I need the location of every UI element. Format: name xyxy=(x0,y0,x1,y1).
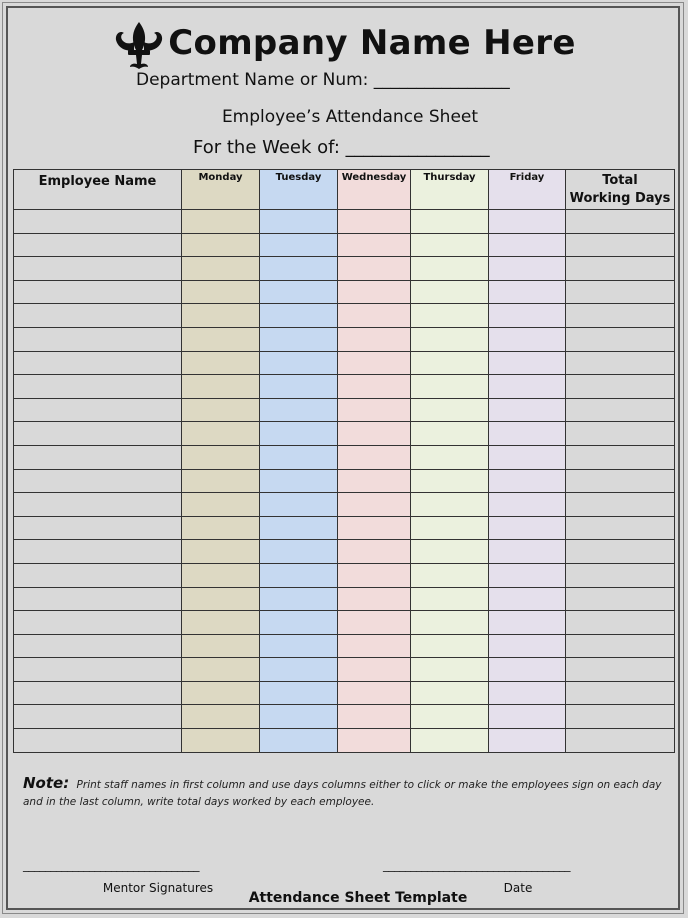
cell-wednesday[interactable] xyxy=(338,327,411,351)
cell-thursday[interactable] xyxy=(411,233,489,257)
table-row xyxy=(14,540,675,564)
table-row xyxy=(14,210,675,234)
cell-employee-name[interactable] xyxy=(14,398,182,422)
cell-wednesday[interactable] xyxy=(338,375,411,399)
cell-tuesday[interactable] xyxy=(260,210,338,234)
attendance-table xyxy=(13,169,675,753)
cell-thursday[interactable] xyxy=(411,634,489,658)
cell-total-days[interactable] xyxy=(566,493,675,517)
cell-employee-name[interactable] xyxy=(14,304,182,328)
mentor-signature-label: Mentor Signatures xyxy=(102,881,214,895)
cell-monday[interactable] xyxy=(182,634,260,658)
column-header-wednesday: Wednesday xyxy=(338,170,411,210)
table-row xyxy=(14,445,675,469)
cell-employee-name[interactable] xyxy=(14,705,182,729)
cell-tuesday[interactable] xyxy=(260,469,338,493)
cell-monday[interactable] xyxy=(182,516,260,540)
cell-friday[interactable] xyxy=(489,210,566,234)
cell-total-days[interactable] xyxy=(566,375,675,399)
cell-monday[interactable] xyxy=(182,493,260,517)
cell-employee-name[interactable] xyxy=(14,257,182,281)
cell-tuesday[interactable] xyxy=(260,563,338,587)
cell-monday[interactable] xyxy=(182,681,260,705)
cell-friday[interactable] xyxy=(489,445,566,469)
table-row xyxy=(14,563,675,587)
cell-thursday[interactable] xyxy=(411,351,489,375)
cell-wednesday[interactable] xyxy=(338,280,411,304)
sheet-title: Employee’s Attendance Sheet xyxy=(221,107,479,127)
cell-monday[interactable] xyxy=(182,210,260,234)
cell-thursday[interactable] xyxy=(411,563,489,587)
table-row xyxy=(14,351,675,375)
cell-total-days[interactable] xyxy=(566,587,675,611)
cell-friday[interactable] xyxy=(489,469,566,493)
cell-thursday[interactable] xyxy=(411,375,489,399)
cell-wednesday[interactable] xyxy=(338,705,411,729)
cell-friday[interactable] xyxy=(489,280,566,304)
cell-friday[interactable] xyxy=(489,327,566,351)
cell-wednesday[interactable] xyxy=(338,493,411,517)
table-row xyxy=(14,398,675,422)
cell-employee-name[interactable] xyxy=(14,658,182,682)
header-row xyxy=(14,170,675,210)
cell-employee-name[interactable] xyxy=(14,351,182,375)
cell-total-days[interactable] xyxy=(566,233,675,257)
cell-friday[interactable] xyxy=(489,375,566,399)
cell-friday[interactable] xyxy=(489,658,566,682)
cell-employee-name[interactable] xyxy=(14,729,182,753)
table-row xyxy=(14,327,675,351)
cell-wednesday[interactable] xyxy=(338,540,411,564)
note-label: Note: xyxy=(23,774,70,792)
cell-tuesday[interactable] xyxy=(260,327,338,351)
cell-employee-name[interactable] xyxy=(14,493,182,517)
department-field[interactable]: Department Name or Num: ________________ xyxy=(136,70,510,90)
cell-monday[interactable] xyxy=(182,563,260,587)
cell-wednesday[interactable] xyxy=(338,634,411,658)
company-name: Company Name Here xyxy=(168,23,576,63)
cell-monday[interactable] xyxy=(182,280,260,304)
cell-tuesday[interactable] xyxy=(260,658,338,682)
cell-total-days[interactable] xyxy=(566,351,675,375)
column-header-monday: Monday xyxy=(182,170,260,210)
attendance-table-body xyxy=(14,210,675,753)
cell-total-days[interactable] xyxy=(566,611,675,635)
cell-monday[interactable] xyxy=(182,257,260,281)
cell-employee-name[interactable] xyxy=(14,681,182,705)
cell-friday[interactable] xyxy=(489,634,566,658)
cell-monday[interactable] xyxy=(182,398,260,422)
total-header-line2: Working Days xyxy=(569,191,671,206)
cell-tuesday[interactable] xyxy=(260,445,338,469)
cell-total-days[interactable] xyxy=(566,516,675,540)
table-row xyxy=(14,304,675,328)
cell-total-days[interactable] xyxy=(566,540,675,564)
mentor-signature-line[interactable]: ________________________________ xyxy=(23,858,199,872)
cell-tuesday[interactable] xyxy=(260,516,338,540)
cell-wednesday[interactable] xyxy=(338,729,411,753)
column-header-total-working-days xyxy=(566,170,675,210)
cell-employee-name[interactable] xyxy=(14,422,182,446)
table-row xyxy=(14,658,675,682)
cell-friday[interactable] xyxy=(489,729,566,753)
cell-friday[interactable] xyxy=(489,611,566,635)
table-row xyxy=(14,587,675,611)
cell-friday[interactable] xyxy=(489,493,566,517)
cell-tuesday[interactable] xyxy=(260,705,338,729)
cell-wednesday[interactable] xyxy=(338,587,411,611)
cell-wednesday[interactable] xyxy=(338,469,411,493)
cell-wednesday[interactable] xyxy=(338,398,411,422)
cell-thursday[interactable] xyxy=(411,729,489,753)
cell-wednesday[interactable] xyxy=(338,445,411,469)
table-row xyxy=(14,280,675,304)
cell-tuesday[interactable] xyxy=(260,681,338,705)
cell-thursday[interactable] xyxy=(411,681,489,705)
cell-monday[interactable] xyxy=(182,611,260,635)
cell-tuesday[interactable] xyxy=(260,729,338,753)
cell-thursday[interactable] xyxy=(411,705,489,729)
cell-employee-name[interactable] xyxy=(14,327,182,351)
cell-tuesday[interactable] xyxy=(260,540,338,564)
cell-friday[interactable] xyxy=(489,681,566,705)
page-header xyxy=(0,16,688,66)
cell-friday[interactable] xyxy=(489,563,566,587)
column-header-tuesday: Tuesday xyxy=(260,170,338,210)
table-row xyxy=(14,681,675,705)
cell-total-days[interactable] xyxy=(566,257,675,281)
cell-wednesday[interactable] xyxy=(338,611,411,635)
cell-monday[interactable] xyxy=(182,304,260,328)
cell-wednesday[interactable] xyxy=(338,304,411,328)
cell-monday[interactable] xyxy=(182,375,260,399)
cell-friday[interactable] xyxy=(489,233,566,257)
total-header-line1: Total xyxy=(602,173,638,188)
cell-tuesday[interactable] xyxy=(260,280,338,304)
date-label: Date xyxy=(503,881,533,895)
cell-thursday[interactable] xyxy=(411,540,489,564)
cell-thursday[interactable] xyxy=(411,304,489,328)
note-section xyxy=(23,775,673,811)
cell-total-days[interactable] xyxy=(566,681,675,705)
week-field[interactable]: For the Week of: ________________ xyxy=(193,137,490,158)
cell-monday[interactable] xyxy=(182,445,260,469)
table-row xyxy=(14,422,675,446)
cell-monday[interactable] xyxy=(182,658,260,682)
cell-tuesday[interactable] xyxy=(260,304,338,328)
cell-employee-name[interactable] xyxy=(14,611,182,635)
cell-wednesday[interactable] xyxy=(338,658,411,682)
cell-tuesday[interactable] xyxy=(260,611,338,635)
cell-friday[interactable] xyxy=(489,398,566,422)
cell-total-days[interactable] xyxy=(566,658,675,682)
cell-employee-name[interactable] xyxy=(14,280,182,304)
table-row xyxy=(14,233,675,257)
cell-thursday[interactable] xyxy=(411,469,489,493)
cell-total-days[interactable] xyxy=(566,422,675,446)
cell-wednesday[interactable] xyxy=(338,516,411,540)
cell-monday[interactable] xyxy=(182,233,260,257)
cell-friday[interactable] xyxy=(489,705,566,729)
cell-employee-name[interactable] xyxy=(14,634,182,658)
cell-tuesday[interactable] xyxy=(260,587,338,611)
cell-total-days[interactable] xyxy=(566,563,675,587)
cell-employee-name[interactable] xyxy=(14,540,182,564)
cell-wednesday[interactable] xyxy=(338,257,411,281)
cell-thursday[interactable] xyxy=(411,327,489,351)
column-header-employee-name: Employee Name xyxy=(14,170,182,210)
table-row xyxy=(14,611,675,635)
cell-thursday[interactable] xyxy=(411,587,489,611)
cell-employee-name[interactable] xyxy=(14,516,182,540)
cell-wednesday[interactable] xyxy=(338,422,411,446)
cell-thursday[interactable] xyxy=(411,398,489,422)
cell-total-days[interactable] xyxy=(566,210,675,234)
cell-monday[interactable] xyxy=(182,705,260,729)
cell-total-days[interactable] xyxy=(566,280,675,304)
cell-tuesday[interactable] xyxy=(260,233,338,257)
cell-monday[interactable] xyxy=(182,587,260,611)
cell-total-days[interactable] xyxy=(566,398,675,422)
cell-employee-name[interactable] xyxy=(14,210,182,234)
column-header-thursday: Thursday xyxy=(411,170,489,210)
cell-friday[interactable] xyxy=(489,540,566,564)
cell-employee-name[interactable] xyxy=(14,233,182,257)
cell-thursday[interactable] xyxy=(411,445,489,469)
cell-thursday[interactable] xyxy=(411,658,489,682)
column-header-friday: Friday xyxy=(489,170,566,210)
cell-employee-name[interactable] xyxy=(14,469,182,493)
cell-thursday[interactable] xyxy=(411,611,489,635)
table-row xyxy=(14,705,675,729)
cell-tuesday[interactable] xyxy=(260,375,338,399)
cell-tuesday[interactable] xyxy=(260,493,338,517)
cell-thursday[interactable] xyxy=(411,422,489,446)
cell-wednesday[interactable] xyxy=(338,681,411,705)
cell-employee-name[interactable] xyxy=(14,375,182,399)
cell-employee-name[interactable] xyxy=(14,563,182,587)
fleur-de-lis-icon xyxy=(112,20,166,70)
cell-employee-name[interactable] xyxy=(14,445,182,469)
cell-total-days[interactable] xyxy=(566,304,675,328)
table-row xyxy=(14,516,675,540)
table-row xyxy=(14,493,675,517)
note-text: Print staff names in first column and use days columns either to click or make the employees sign on each day and in the last column, write total days worked by each employee. xyxy=(23,779,662,808)
cell-friday[interactable] xyxy=(489,587,566,611)
cell-tuesday[interactable] xyxy=(260,422,338,446)
cell-monday[interactable] xyxy=(182,469,260,493)
cell-tuesday[interactable] xyxy=(260,634,338,658)
cell-total-days[interactable] xyxy=(566,634,675,658)
cell-wednesday[interactable] xyxy=(338,210,411,234)
cell-thursday[interactable] xyxy=(411,516,489,540)
cell-employee-name[interactable] xyxy=(14,587,182,611)
cell-wednesday[interactable] xyxy=(338,233,411,257)
cell-total-days[interactable] xyxy=(566,729,675,753)
cell-friday[interactable] xyxy=(489,351,566,375)
table-row xyxy=(14,469,675,493)
cell-wednesday[interactable] xyxy=(338,563,411,587)
cell-tuesday[interactable] xyxy=(260,257,338,281)
cell-thursday[interactable] xyxy=(411,257,489,281)
footer-title: Attendance Sheet Template xyxy=(248,890,468,906)
cell-tuesday[interactable] xyxy=(260,351,338,375)
cell-friday[interactable] xyxy=(489,422,566,446)
cell-tuesday[interactable] xyxy=(260,398,338,422)
cell-total-days[interactable] xyxy=(566,445,675,469)
cell-monday[interactable] xyxy=(182,327,260,351)
cell-total-days[interactable] xyxy=(566,469,675,493)
cell-monday[interactable] xyxy=(182,729,260,753)
cell-total-days[interactable] xyxy=(566,705,675,729)
table-row xyxy=(14,729,675,753)
cell-friday[interactable] xyxy=(489,304,566,328)
cell-friday[interactable] xyxy=(489,516,566,540)
cell-thursday[interactable] xyxy=(411,280,489,304)
cell-friday[interactable] xyxy=(489,257,566,281)
cell-monday[interactable] xyxy=(182,422,260,446)
cell-monday[interactable] xyxy=(182,351,260,375)
cell-thursday[interactable] xyxy=(411,210,489,234)
cell-thursday[interactable] xyxy=(411,493,489,517)
cell-wednesday[interactable] xyxy=(338,351,411,375)
cell-monday[interactable] xyxy=(182,540,260,564)
table-row xyxy=(14,634,675,658)
cell-total-days[interactable] xyxy=(566,327,675,351)
table-row xyxy=(14,375,675,399)
table-row xyxy=(14,257,675,281)
date-line[interactable]: __________________________________ xyxy=(383,858,570,872)
